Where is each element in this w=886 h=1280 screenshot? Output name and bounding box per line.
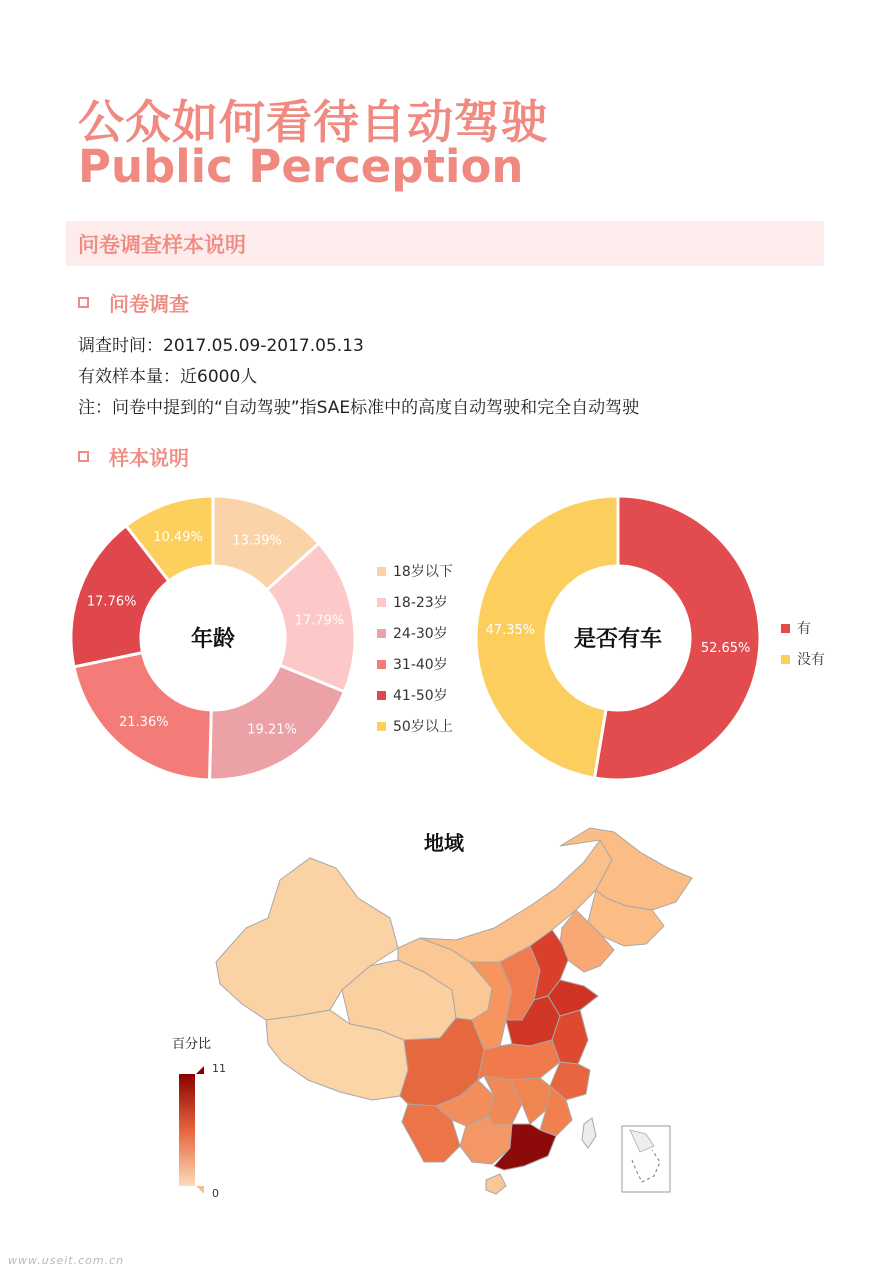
age-chart-center-title: 年龄: [190, 627, 236, 652]
legend-swatch: [377, 598, 386, 607]
sample-heading-text: 样本说明: [109, 446, 189, 470]
legend-label: 18岁以下: [393, 564, 453, 580]
legend-swatch: [377, 660, 386, 669]
footer-watermark: www.useit.com.cn: [8, 1254, 125, 1267]
slice-value-label: 13.39%: [232, 533, 282, 549]
map-scale-max-label: 11: [212, 1062, 226, 1075]
survey-heading-text: 问卷调查: [109, 292, 189, 316]
car-chart-center-title: 是否有车: [573, 627, 663, 652]
survey-sample-size-line: 有效样本量：近6000人: [78, 367, 258, 387]
slice-value-label: 21.36%: [119, 714, 169, 730]
page-title-cn: 公众如何看待自动驾驶: [78, 95, 548, 149]
survey-note-line: 注：问卷中提到的“自动驾驶”指SAE标准中的高度自动驾驶和完全自动驾驶: [78, 398, 640, 418]
south-china-sea-inset: [622, 1126, 670, 1192]
map-color-scale: [172, 1037, 226, 1200]
legend-label: 31-40岁: [393, 657, 448, 673]
legend-swatch: [377, 722, 386, 731]
slice-value-label: 19.21%: [247, 722, 297, 738]
slice-value-label: 52.65%: [700, 640, 751, 656]
age-legend: [377, 563, 453, 735]
legend-label: 50岁以上: [393, 719, 453, 735]
map-scale-title: 百分比: [172, 1037, 212, 1052]
page-title-en: Public Perception: [78, 140, 524, 193]
slice-value-label: 10.49%: [153, 529, 203, 545]
legend-swatch: [377, 567, 386, 576]
legend-label: 没有: [797, 652, 825, 668]
legend-label: 41-50岁: [393, 688, 448, 704]
legend-swatch: [377, 691, 386, 700]
legend-label: 18-23岁: [393, 595, 448, 611]
legend-swatch: [781, 624, 790, 633]
slice-value-label: 47.35%: [485, 623, 536, 639]
legend-swatch: [377, 629, 386, 638]
slice-value-label: 17.76%: [86, 594, 137, 610]
slice-value-label: 17.79%: [294, 613, 345, 629]
china-region-map: [216, 828, 692, 1194]
legend-label: 24-30岁: [393, 626, 448, 642]
car-ownership-legend: [781, 621, 825, 668]
legend-swatch: [781, 655, 790, 664]
map-region-taiwan: [582, 1118, 596, 1148]
survey-time-line: 调查时间：2017.05.09-2017.05.13: [78, 336, 364, 356]
legend-label: 有: [797, 621, 811, 637]
region-map-title: 地域: [424, 831, 464, 855]
section-title: 问卷调查样本说明: [78, 233, 246, 257]
map-region-hainan: [486, 1174, 506, 1194]
map-scale-min-label: 0: [212, 1187, 219, 1200]
